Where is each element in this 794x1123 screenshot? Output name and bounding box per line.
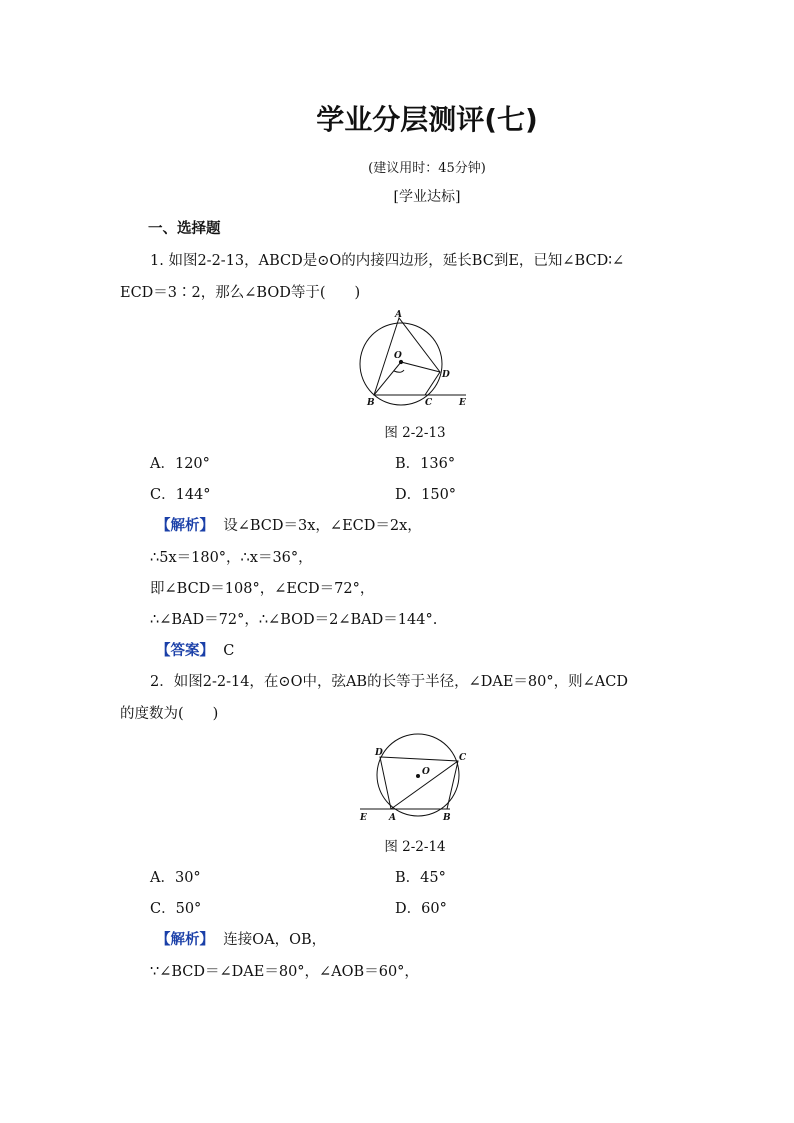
label-o: O: [394, 351, 402, 361]
figure-2-2-14: [352, 730, 472, 825]
figure-caption-2-2-14: 图 2-2-14: [384, 839, 446, 855]
angle-arc: [394, 370, 404, 372]
answer-text: C: [223, 643, 235, 659]
q1-analysis-line4: ∴∠BAD＝72°，∴∠BOD＝2∠BAD＝144°.: [150, 612, 438, 628]
label-e: E: [360, 813, 367, 823]
q2-option-a: A．30°: [150, 870, 201, 886]
analysis-text: 连接OA，OB，: [223, 932, 327, 948]
level-label: [学业达标]: [393, 189, 461, 205]
label-e: E: [459, 398, 466, 408]
q2-option-c: C．50°: [150, 901, 202, 917]
analysis-tag: 【解析】: [156, 518, 214, 534]
time-note: (建议用时：45分钟): [368, 161, 486, 176]
label-d: D: [442, 370, 450, 380]
q2-analysis-line1: [156, 928, 326, 949]
figure-caption-2-2-13: 图 2-2-13: [384, 425, 446, 441]
q1-analysis-line2: ∴5x＝180°，∴x＝36°，: [150, 550, 313, 566]
q1-analysis-line1: [156, 514, 422, 535]
answer-tag: 【答案】: [156, 643, 214, 659]
q1-option-b: B．136°: [395, 456, 456, 472]
q1-answer: [156, 639, 234, 660]
label-b: B: [443, 813, 451, 823]
q2-analysis-line2: ∵∠BCD＝∠DAE＝80°，∠AOB＝60°，: [150, 964, 419, 980]
quadrilateral-dabc: [380, 757, 458, 809]
page-title: 学业分层测评(七): [316, 103, 538, 136]
q1-option-a: A．120°: [150, 456, 210, 472]
label-o: O: [422, 767, 430, 777]
q2-option-d: D．60°: [395, 901, 447, 917]
label-b: B: [367, 398, 375, 408]
label-c: C: [425, 398, 433, 408]
q1-option-c: C．144°: [150, 487, 211, 503]
figure-2-2-13: [350, 305, 480, 413]
q1-text-line1: 1. 如图2-2-13，ABCD是⊙O的内接四边形，延长BC到E，已知∠BCD∶∠: [150, 253, 625, 269]
analysis-tag: 【解析】: [156, 932, 214, 948]
label-c: C: [459, 753, 467, 763]
label-a: A: [395, 310, 402, 320]
q1-analysis-line3: 即∠BCD＝108°，∠ECD＝72°，: [150, 581, 375, 597]
q2-text-line2: 的度数为( ): [120, 706, 219, 722]
analysis-text: 设∠BCD＝3x，∠ECD＝2x，: [223, 518, 422, 534]
q1-text-line2: ECD＝3∶2，那么∠BOD等于( ): [120, 285, 361, 301]
label-a: A: [389, 813, 396, 823]
label-d: D: [375, 748, 383, 758]
segments-ob-od: [374, 362, 440, 395]
q1-option-d: D．150°: [395, 487, 457, 503]
section-heading: 一、选择题: [148, 221, 221, 237]
q2-option-b: B．45°: [395, 870, 446, 886]
center-point: [416, 774, 420, 778]
q2-text-line1: 2．如图2-2-14，在⊙O中，弦AB的长等于半径，∠DAE＝80°，则∠ACD: [150, 674, 628, 690]
